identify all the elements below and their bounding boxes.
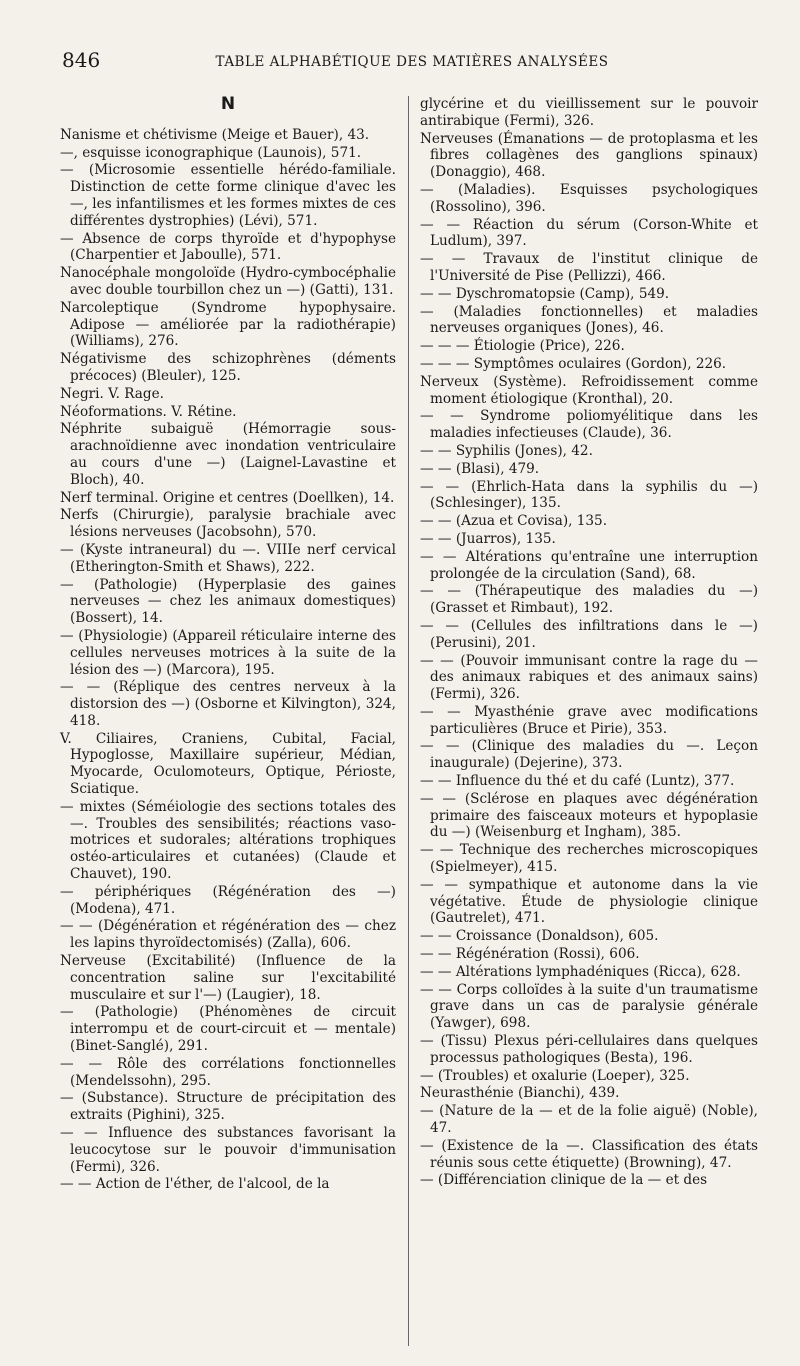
index-entry: Nerveuse (Excitabilité) (Influence de la concentration saline sur l'excitabilité musculaire et sur l'—) (Laugier), 18. <box>60 953 396 1003</box>
index-entry: — (Microsomie essentielle hérédo-familiale. Distinction de cette forme clinique d'avec les —, les infantilismes et les formes mixtes de ces différentes dystrophies) (Lévi), 571. <box>60 162 396 229</box>
index-entry: — (Troubles) et oxalurie (Loeper), 325. <box>420 1067 690 1084</box>
index-entry: Negri. V. Rage. <box>60 385 164 402</box>
index-entry: — (Existence de la —. Classification des états réunis sous cette étiquette) (Browning), 47. <box>420 1137 758 1171</box>
index-entry: — — (Sclérose en plaques avec dégénération primaire des faisceaux moteurs et hypoplasie du —) (Weisenburg et Ingham), 385. <box>420 790 758 841</box>
left-entries <box>60 127 396 1193</box>
index-entry: — — (Juarros), 135. <box>420 530 556 547</box>
index-entry: — — Action de l'éther, de l'alcool, de la <box>60 1176 330 1193</box>
index-entry: — — (Cellules des infiltrations dans le —) (Perusini), 201. <box>420 617 758 651</box>
index-entry: — — (Blasi), 479. <box>420 460 540 477</box>
index-entry: — (Nature de la — et de la folie aiguë) (Noble), 47. <box>420 1103 758 1137</box>
index-entry: Négativisme des schizophrènes (déments précoces) (Bleuler), 125. <box>60 351 396 384</box>
index-entry: — (Substance). Structure de précipitation des extraits (Pighini), 325. <box>60 1090 396 1124</box>
index-entry: — (Pathologie) (Hyperplasie des gaines nerveuses — chez les animaux domestiques) (Bossert), 14. <box>60 576 396 627</box>
index-entry: — — (Azua et Covisa), 135. <box>420 513 608 530</box>
index-entry: — périphériques (Régénération des —) (Modena), 471. <box>60 883 396 917</box>
index-entry: Narcoleptique (Syndrome hypophysaire. Adipose — améliorée par la radiothérapie) (Williams), 276. <box>60 299 396 350</box>
index-entry: — — Technique des recherches microscopiques (Spielmeyer), 415. <box>420 842 758 876</box>
index-entry: — — (Ehrlich-Hata dans la syphilis du —) (Schlesinger), 135. <box>420 478 758 512</box>
index-entry: — — Altérations qu'entraîne une interruption prolongée de la circulation (Sand), 68. <box>420 548 758 582</box>
index-entry: Nanocéphale mongoloïde (Hydro-cymbocéphalie avec double tourbillon chez un —) (Gatti), 131. <box>60 265 396 298</box>
index-entry: — — Influence du thé et du café (Luntz), 377. <box>420 773 735 790</box>
index-entry: — (Pathologie) (Phénomènes de circuit interrompu et de court-circuit et — mentale) (Binet-Sanglé), 291. <box>60 1004 396 1055</box>
index-entry: — — Rôle des corrélations fonctionnelles (Mendelssohn), 295. <box>60 1055 396 1089</box>
column-divider <box>408 96 409 1346</box>
index-entry: — — (Réplique des centres nerveux à la distorsion des —) (Osborne et Kilvington), 324, 418. <box>60 679 396 729</box>
index-entry: — (Physiologie) (Appareil réticulaire interne des cellules nerveuses motrices à la suite de la lésion des —) (Marcora), 195. <box>60 627 396 678</box>
index-entry: Nerfs (Chirurgie), paralysie brachiale avec lésions nerveuses (Jacobsohn), 570. <box>60 507 396 541</box>
index-entry: — — Influence des substances favorisant la leucocytose sur le pouvoir d'immunisation (Fermi), 326. <box>60 1125 396 1175</box>
index-entry: —, esquisse iconographique (Launois), 571. <box>60 144 362 161</box>
index-entry: — — — Symptômes oculaires (Gordon), 226. <box>420 355 727 372</box>
index-entry: Néphrite subaiguë (Hémorragie sous-arachnoïdienne avec inondation ventriculaire au cours d'une —) (Laignel-Lavastine et Bloch), 40. <box>60 421 396 488</box>
index-entry: — (Différenciation clinique de la — et des <box>420 1172 708 1189</box>
index-entry: — — Syphilis (Jones), 42. <box>420 442 593 459</box>
right-column <box>420 96 758 1190</box>
index-entry: — — Syndrome poliomyélitique dans les maladies infectieuses (Claude), 36. <box>420 408 758 442</box>
index-entry: — — Croissance (Donaldson), 605. <box>420 928 659 945</box>
index-entry: — — — Étiologie (Price), 226. <box>420 338 625 355</box>
index-entry: — Absence de corps thyroïde et d'hypophyse (Charpentier et Jaboulle), 571. <box>60 230 396 264</box>
index-entry: — — Dyschromatopsie (Camp), 549. <box>420 285 670 302</box>
index-entry: — — Altérations lymphadéniques (Ricca), 628. <box>420 963 741 980</box>
right-entries <box>420 96 758 1189</box>
index-entry: — — Réaction du sérum (Corson-White et Ludlum), 397. <box>420 216 758 250</box>
index-entry: Nerveux (Système). Refroidissement comme moment étiologique (Kronthal), 20. <box>420 373 758 407</box>
index-entry: — — Corps colloïdes à la suite d'un traumatisme grave dans un cas de paralysie générale (Yawger), 698. <box>420 981 758 1032</box>
index-entry: — — (Pouvoir immunisant contre la rage du — des animaux rabiques et des animaux sains) (Fermi), 326. <box>420 652 758 703</box>
index-entry: — — Régénération (Rossi), 606. <box>420 946 640 963</box>
index-entry: Nanisme et chétivisme (Meige et Bauer), 43. <box>60 126 370 143</box>
page-header <box>62 48 762 84</box>
running-title: TABLE ALPHABÉTIQUE DES MATIÈRES ANALYSÉES <box>215 54 609 70</box>
index-entry: — (Tissu) Plexus péri-cellulaires dans quelques processus pathologiques (Besta), 196. <box>420 1033 758 1066</box>
index-entry: — (Maladies). Esquisses psychologiques (Rossolino), 396. <box>420 181 758 215</box>
index-entry: — (Kyste intraneural) du —. VIIIe nerf cervical (Etherington-Smith et Shaws), 222. <box>60 541 396 575</box>
left-column <box>60 96 396 1194</box>
index-entry: — — Travaux de l'institut clinique de l'Université de Pise (Pellizzi), 466. <box>420 251 758 284</box>
index-entry: glycérine et du vieillissement sur le pouvoir antirabique (Fermi), 326. <box>420 96 758 129</box>
index-entry: — mixtes (Séméiologie des sections totales des —. Troubles des sensibilités; réactions vaso-motrices et sudorales; altérations trophiques ostéo-articulaires et cutanées) (Claude et Chauvet), 190. <box>60 798 396 883</box>
index-entry: — — (Clinique des maladies du —. Leçon inaugurale) (Dejerine), 373. <box>420 738 758 772</box>
index-entry: — — sympathique et autonome dans la vie végétative. Étude de physiologie clinique (Gautrelet), 471. <box>420 876 758 927</box>
index-entry: — — (Dégénération et régénération des — chez les lapins thyroïdectomisés) (Zalla), 606. <box>60 918 396 952</box>
index-entry: Nerveuses (Émanations — de protoplasma et les fibres collagènes des ganglions spinaux) (Donaggio), 468. <box>420 130 758 181</box>
index-entry: — — (Thérapeutique des maladies du —) (Grasset et Rimbaut), 192. <box>420 583 758 617</box>
index-entry: Néoformations. V. Rétine. <box>60 403 237 420</box>
index-entry: Neurasthénie (Bianchi), 439. <box>420 1085 620 1102</box>
index-entry: V. Ciliaires, Craniens, Cubital, Facial, Hypoglosse, Maxillaire supérieur, Médian, Myocarde, Oculomoteurs, Optique, Périoste, Sciatique. <box>60 730 396 798</box>
index-entry: — (Maladies fonctionnelles) et maladies nerveuses organiques (Jones), 46. <box>420 303 758 337</box>
index-entry: Nerf terminal. Origine et centres (Doellken), 14. <box>60 489 395 506</box>
index-entry: — — Myasthénie grave avec modifications particulières (Bruce et Pirie), 353. <box>420 703 758 737</box>
page-number: 846 <box>62 48 101 72</box>
section-letter: N <box>220 94 236 114</box>
